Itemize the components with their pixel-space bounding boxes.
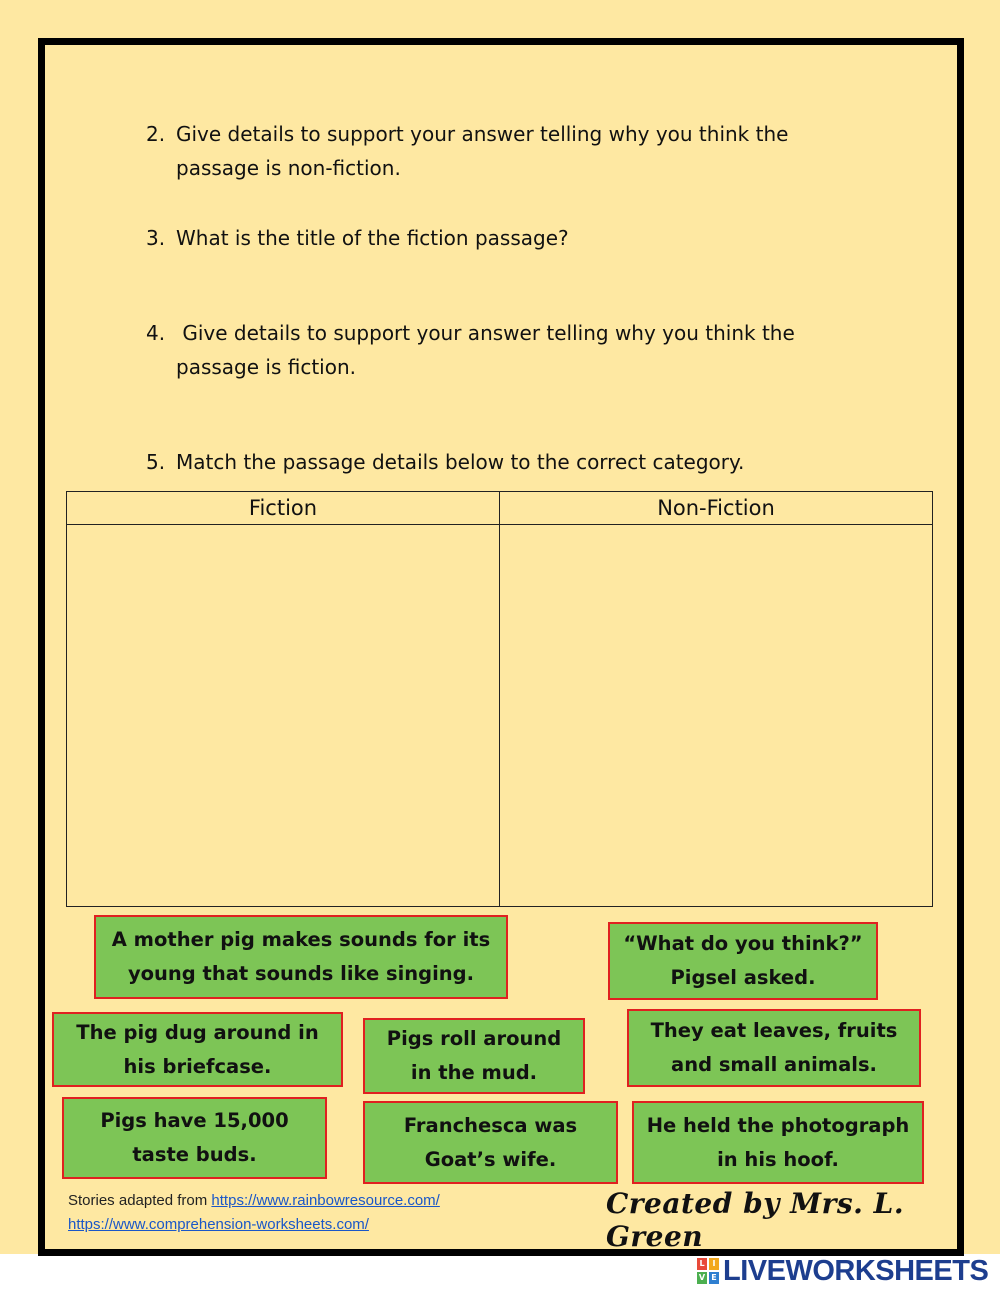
liveworksheets-logo-icon: L I V E [697, 1258, 719, 1284]
detail-card-briefcase[interactable]: The pig dug around in his briefcase. [52, 1012, 343, 1087]
question-5: 5. Match the passage details below to the correct category. [146, 450, 745, 474]
question-4-text: Give details to support your answer telling why you think the [176, 321, 795, 345]
detail-card-taste-buds[interactable]: Pigs have 15,000 taste buds. [62, 1097, 327, 1179]
detail-card-mother-pig[interactable]: A mother pig makes sounds for its young that sounds like singing. [94, 915, 508, 999]
rainbowresource-link[interactable]: https://www.rainbowresource.com/ [211, 1192, 440, 1209]
question-5-text: Match the passage details below to the correct category. [176, 450, 745, 474]
detail-card-photograph[interactable]: He held the photograph in his hoof. [632, 1101, 924, 1184]
liveworksheets-wordmark: LIVEWORKSHEETS [723, 1254, 989, 1287]
question-4-text-cont: passage is fiction. [176, 355, 356, 379]
creator-signature: Created by Mrs. L. Green [606, 1187, 905, 1253]
question-3-text: What is the title of the fiction passage? [176, 226, 569, 250]
comprehension-worksheets-link[interactable]: https://www.comprehension-worksheets.com/ [68, 1216, 369, 1233]
liveworksheets-logo [697, 1256, 988, 1286]
detail-card-franchesca[interactable]: Franchesca was Goat’s wife. [363, 1101, 618, 1184]
question-3: 3. What is the title of the fiction passage? [146, 226, 569, 250]
non-fiction-header: Non-Fiction [500, 492, 933, 525]
question-2-text: Give details to support your answer telling why you think the [176, 122, 789, 146]
story-credits: Stories adapted from https://www.rainbowresource.com/ https://www.comprehension-worksheets.com/ [68, 1192, 440, 1233]
fiction-drop-zone[interactable] [67, 525, 500, 907]
detail-card-pigsel-asked[interactable]: “What do you think?” Pigsel asked. [608, 922, 878, 1000]
detail-card-roll-mud[interactable]: Pigs roll around in the mud. [363, 1018, 585, 1094]
non-fiction-drop-zone[interactable] [500, 525, 933, 907]
question-2-text-cont: passage is non-fiction. [176, 156, 401, 180]
category-table [66, 491, 933, 907]
fiction-header: Fiction [67, 492, 500, 525]
question-4: 4. Give details to support your answer telling why you think the passage is fiction. [146, 316, 795, 384]
question-2: 2. Give details to support your answer telling why you think the passage is non-fiction. [146, 117, 788, 185]
detail-card-eat-leaves[interactable]: They eat leaves, fruits and small animals. [627, 1009, 921, 1087]
